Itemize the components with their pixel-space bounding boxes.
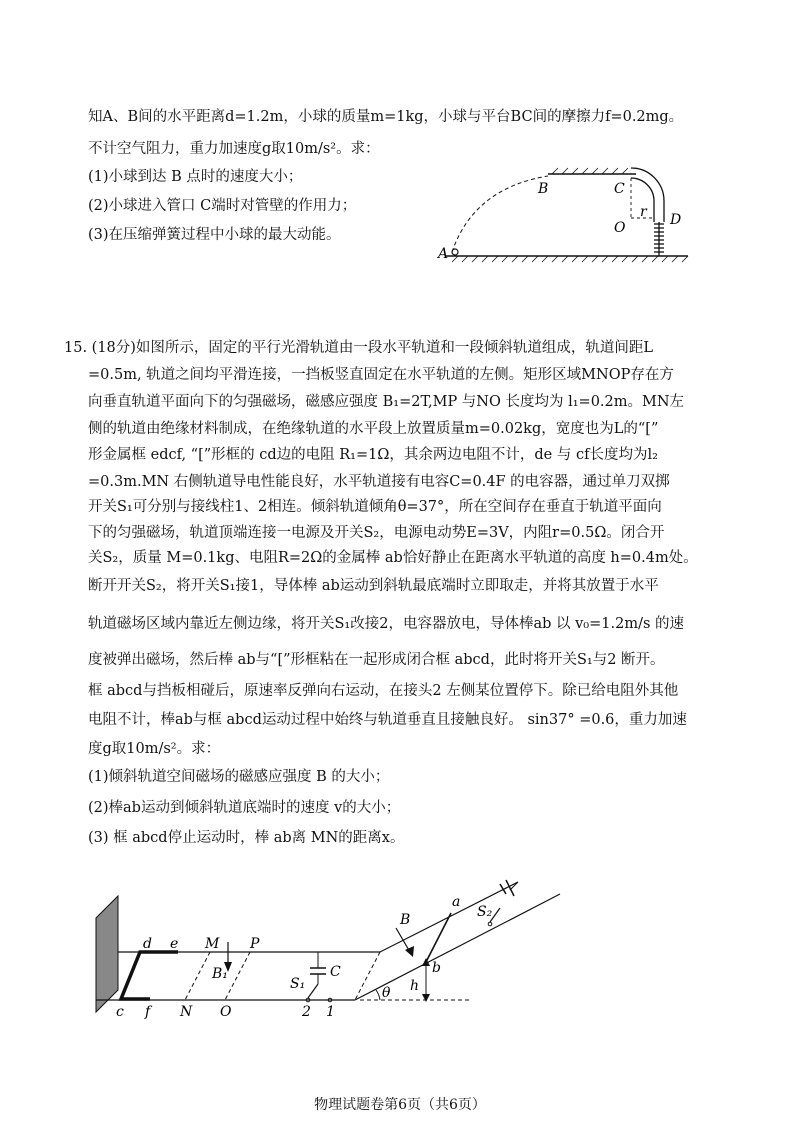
p14-sub-1: (1)小球到达 B 点时的速度大小； xyxy=(88,169,303,185)
p15-line-11: 轨道磁场区域内靠近左侧边缘，将开关S₁改接2，电容器放电，导体棒ab 以 v₀=1.2m/s 的速 xyxy=(88,616,685,632)
label-e: e xyxy=(170,936,179,952)
label-A: A xyxy=(438,246,449,262)
label-O: O xyxy=(220,1004,232,1020)
p15-line-3: 向垂直轨道平面向下的匀强磁场，磁感应强度 B₁=2T,MP 与NO 长度均为 l₁=0.2m。MN左 xyxy=(88,394,685,410)
label-S2: S₂ xyxy=(477,904,493,920)
p15-line-2: =0.5m, 轨道之间均平滑连接，一挡板竖直固定在水平轨道的左侧。矩形区域MNOP存在方 xyxy=(88,367,674,383)
label-P: P xyxy=(250,936,260,952)
label-r: r xyxy=(640,204,647,220)
ground-hatch xyxy=(452,256,688,262)
p14-sub-2: (2)小球进入管口 C端时对管壁的作用力； xyxy=(88,198,357,214)
label-2: 2 xyxy=(302,1004,311,1020)
platform-hatch xyxy=(552,168,628,174)
p15-line-12: 度被弹出磁场，然后棒 ab与“[”形框粘在一起形成闭合框 abcd，此时将开关S₁与2 断开。 xyxy=(88,652,665,668)
p14-line-1: 知A、B间的水平距离d=1.2m，小球的质量m=1kg，小球与平台BC间的摩擦力f=0.2mg。 xyxy=(88,109,684,125)
p15-line-8: 下的匀强磁场，轨道顶端连接一电源及开关S₂，电源电动势E=3V，内阻r=0.5Ω。闭合开 xyxy=(88,525,665,541)
p15-line-15: 度g取10m/s²。求： xyxy=(88,741,221,757)
label-M: M xyxy=(205,936,220,952)
label-N: N xyxy=(180,1004,193,1020)
label-O: O xyxy=(614,220,626,236)
label-d: d xyxy=(143,936,152,952)
label-c: c xyxy=(116,1004,124,1020)
label-D: D xyxy=(670,212,682,228)
p15-line-6: =0.3m.MN 右侧轨道导电性能良好，水平轨道接有电容C=0.4F 的电容器，通过单刀双掷 xyxy=(88,474,670,490)
spring xyxy=(654,222,664,256)
label-B: B xyxy=(538,181,549,197)
p14-figure xyxy=(430,160,700,275)
label-b: b xyxy=(432,960,441,976)
label-h: h xyxy=(410,978,420,994)
label-theta: θ xyxy=(382,985,391,1001)
p15-line-1: 15. (18分)如图所示，固定的平行光滑轨道由一段水平轨道和一段倾斜轨道组成，轨道间距L xyxy=(64,340,654,356)
p15-sub-1: (1)倾斜轨道空间磁场的磁感应强度 B 的大小； xyxy=(88,769,390,785)
ball xyxy=(452,249,458,255)
p15-line-14: 电阻不计，棒ab与框 abcd运动过程中始终与轨道垂直且接触良好。 sin37° =0.6，重力加速 xyxy=(88,712,687,728)
page-footer: 物理试题卷第6页（共6页） xyxy=(314,1097,486,1113)
label-C: C xyxy=(330,964,341,980)
p15-sub-3: (3) 框 abcd停止运动时，棒 ab离 MN的距离x。 xyxy=(88,830,405,846)
label-a: a xyxy=(452,894,461,910)
label-B: B xyxy=(400,912,411,928)
p14-sub-3: (3)在压缩弹簧过程中小球的最大动能。 xyxy=(88,227,341,243)
label-C: C xyxy=(614,181,625,197)
p15-line-9: 关S₂，质量 M=0.1kg、电阻R=2Ω的金属棒 ab恰好静止在距离水平轨道的高度 h=0.4m处。 xyxy=(88,550,698,566)
label-B1: B₁ xyxy=(212,966,228,982)
p15-sub-2: (2)棒ab运动到倾斜轨道底端时的速度 v的大小； xyxy=(88,800,401,816)
label-1: 1 xyxy=(326,1004,335,1020)
p15-line-10: 断开开关S₂，将开关S₁接1，导体棒 ab运动到斜轨最底端时立即取走，并将其放置于水平 xyxy=(88,578,659,594)
label-f: f xyxy=(145,1004,151,1020)
label-S1: S₁ xyxy=(290,976,306,992)
p14-line-2: 不计空气阻力，重力加速度g取10m/s²。求： xyxy=(88,141,380,157)
p15-figure xyxy=(90,872,580,1024)
p15-line-7: 开关S₁可分别与接线柱1、2相连。倾斜轨道倾角θ=37°，所在空间存在垂直于轨道平面向 xyxy=(88,499,662,515)
p15-line-5: 形金属框 edcf, “[”形框的 cd边的电阻 R₁=1Ω，其余两边电阻不计，de 与 cf长度均为l₂ xyxy=(88,447,658,463)
p15-line-13: 框 abcd与挡板相碰后，原速率反弹向右运动，在接头2 左侧某位置停下。除已给电阻外其他 xyxy=(88,683,679,699)
p15-line-4: 侧的轨道由绝缘材料制成，在绝缘轨道的水平段上放置质量m=0.02kg，宽度也为L的“[” xyxy=(88,421,659,437)
